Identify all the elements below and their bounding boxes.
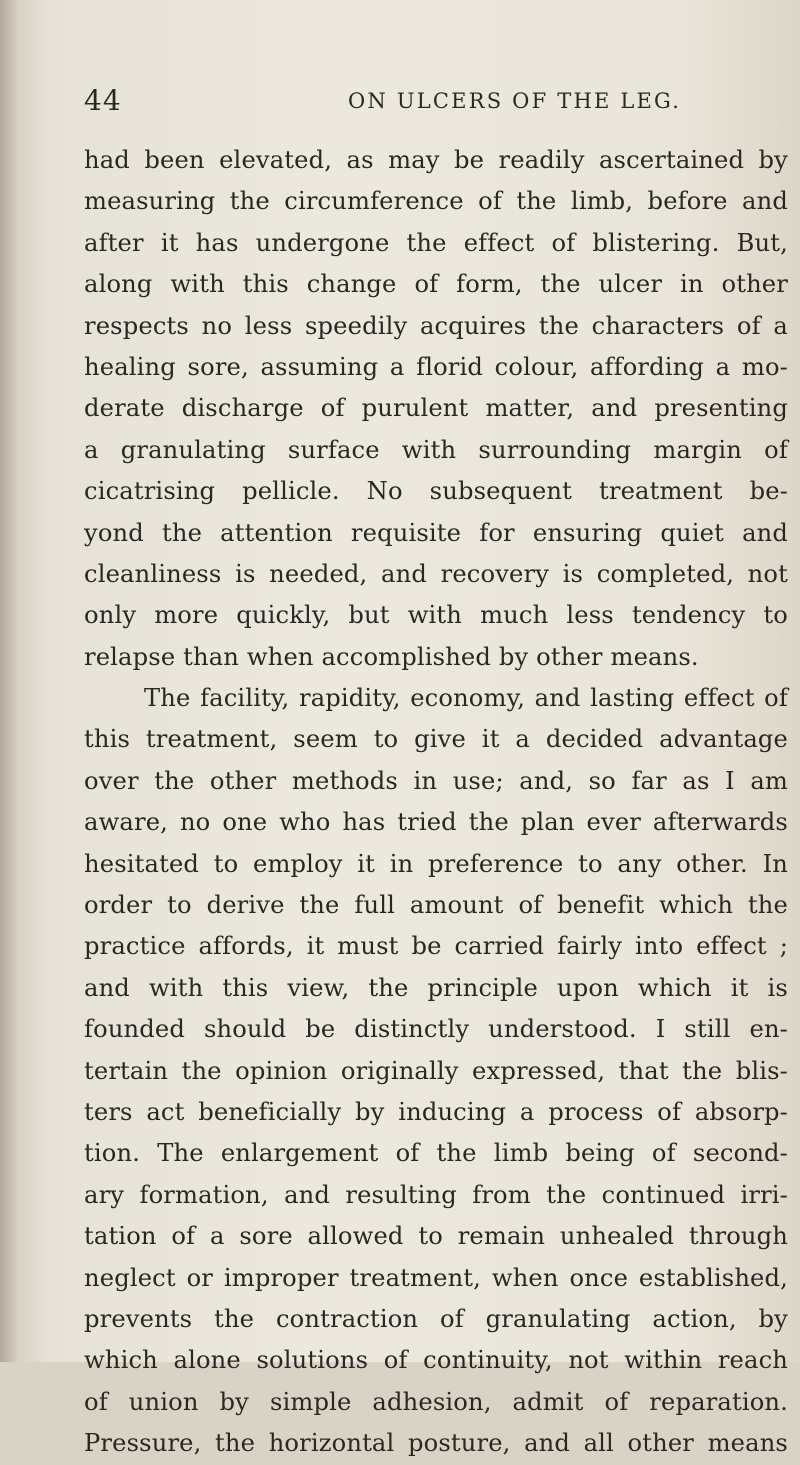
running-head: ON ULCERS OF THE LEG. — [348, 89, 682, 113]
text-line: Pressure, the horizontal posture, and all other means — [84, 1429, 788, 1458]
text-line: neglect or improper treatment, when once established, — [84, 1263, 788, 1292]
body-text — [84, 140, 788, 1465]
text-line: a granulating surface with surrounding margin of — [84, 435, 788, 464]
text-line: respects no less speedily acquires the characters of a — [84, 311, 788, 340]
text-line: practice affords, it must be carried fairly into effect ; — [84, 932, 788, 961]
text-line: only more quickly, but with much less tendency to — [84, 601, 788, 630]
text-line: aware, no one who has tried the plan ever afterwards — [84, 808, 788, 837]
text-line: along with this change of form, the ulcer in other — [84, 270, 788, 299]
text-line: after it has undergone the effect of blistering. But, — [84, 228, 788, 257]
text-line: The facility, rapidity, economy, and lasting effect of — [144, 684, 788, 713]
text-line: tation of a sore allowed to remain unhealed through — [84, 1222, 788, 1251]
text-line: relapse than when accomplished by other means. — [84, 642, 699, 671]
text-line: over the other methods in use; and, so far as I am — [84, 766, 788, 795]
page-gutter-shadow — [0, 0, 18, 1362]
text-line: ters act beneficially by inducing a process of absorp- — [84, 1097, 788, 1126]
text-line: measuring the circumference of the limb, before and — [84, 187, 788, 216]
text-line: tertain the opinion originally expressed, that the blis- — [84, 1056, 788, 1085]
text-line: prevents the contraction of granulating action, by — [84, 1304, 788, 1333]
text-line: founded should be distinctly understood. I still en- — [84, 1015, 788, 1044]
text-line: tion. The enlargement of the limb being of second- — [84, 1139, 788, 1168]
text-line: this treatment, seem to give it a decided advantage — [84, 725, 788, 754]
text-line: of union by simple adhesion, admit of reparation. — [84, 1387, 788, 1416]
page-number: 44 — [84, 84, 122, 117]
page-header — [84, 84, 682, 124]
text-line: which alone solutions of continuity, not within reach — [84, 1346, 788, 1375]
text-line: and with this view, the principle upon which it is — [84, 973, 788, 1002]
text-line: ary formation, and resulting from the continued irri- — [84, 1180, 788, 1209]
text-line: healing sore, assuming a florid colour, affording a mo- — [84, 352, 788, 381]
text-line: yond the attention requisite for ensuring quiet and — [84, 518, 788, 547]
text-line: hesitated to employ it in preference to any other. In — [84, 849, 788, 878]
text-line: cleanliness is needed, and recovery is completed, not — [84, 559, 788, 588]
text-line: had been elevated, as may be readily ascertained by — [84, 146, 788, 174]
text-line: order to derive the full amount of benefit which the — [84, 891, 788, 920]
text-line: derate discharge of purulent matter, and presenting — [84, 394, 788, 423]
text-line: cicatrising pellicle. No subsequent treatment be- — [84, 477, 788, 506]
